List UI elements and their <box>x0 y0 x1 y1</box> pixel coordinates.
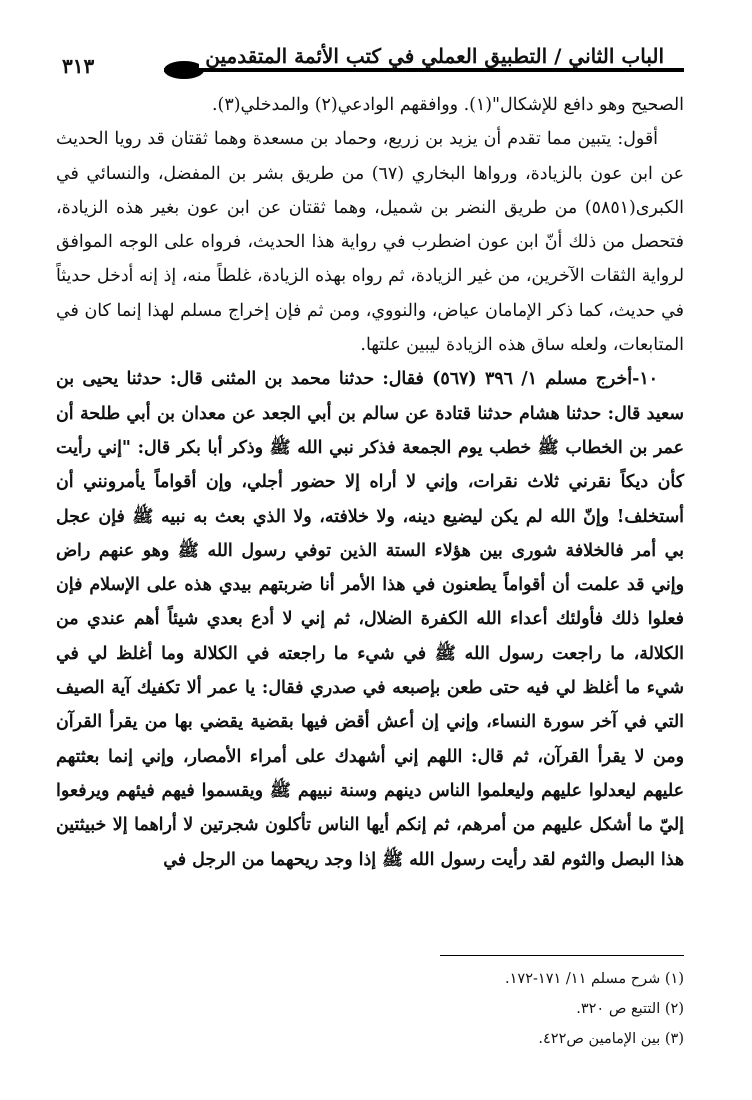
paragraph-continuation: الصحيح وهو دافع للإشكال"(١). ووافقهم الوادعي(٢) والمدخلي(٣). <box>212 95 684 115</box>
header-rule <box>164 68 684 72</box>
footnote-item: (٣) بين الإمامين ص٤٢٢. <box>538 1031 684 1047</box>
main-text <box>56 88 684 877</box>
footnotes <box>284 964 684 1054</box>
footnote-separator <box>440 955 684 956</box>
page-header <box>56 36 684 92</box>
page-number: ٣١٣ <box>62 54 95 78</box>
footnote-item: (١) شرح مسلم ١١/ ١٧١-١٧٢. <box>505 971 684 987</box>
chapter-title: الباب الثاني / التطبيق العملي في كتب الأئمة المتقدمين <box>199 44 670 68</box>
paragraph-commentary: أقول: يتبين مما تقدم أن يزيد بن زريع، وحماد بن مسعدة وهما ثقتان قد رويا الحديث عن ابن عون بالزيادة، ورواها البخاري (٦٧) من طريق بشر بن المفضل، والنسائي في الكبرى(٥٨٥١) من طريق النضر بن شميل، وهما ثقتان عن ابن عون بغير هذه الزيادة، فتحصل من ذلك أنّ ابن عون اضطرب في رواية هذا الحديث، فرواه على الوجه الموافق لرواية الثقات الآخرين، من غير الزيادة، ثم رواه بهذه الزيادة، غلطاً منه، إذ إنه أدخل حديثاً في حديث، كما ذكر الإمامان عياض، والنووي، ومن ثم فإن إخراج مسلم لهذا إنما كان في المتابعات، ولعله ساق هذه الزيادة ليبين علتها. <box>56 129 684 356</box>
footnote-item: (٢) التتبع ص ٣٢٠. <box>576 1001 684 1017</box>
paragraph-hadith-10: ١٠-أخرج مسلم ١/ ٣٩٦ (٥٦٧) فقال: حدثنا محمد بن المثنى قال: حدثنا يحيى بن سعيد قال: حدثنا هشام حدثنا قتادة عن سالم بن أبي الجعد عن معدان بن أبي طلحة أن عمر بن الخطاب ﷺ خطب يوم الجمعة فذكر نبي الله ﷺ وذكر أبا بكر قال: "إني رأيت كأن ديكاً نقرني ثلاث نقرات، وإني لا أراه إلا حضور أجلي، وإن أقواماً يأمرونني أن أستخلف! وإنّ الله لم يكن ليضيع دينه، ولا خلافته، ولا الذي بعث به نبيه ﷺ فإن عجل بي أمر فالخلافة شورى بين هؤلاء الستة الذين توفي رسول الله ﷺ وهو عنهم راض وإني قد علمت أن أقواماً يطعنون في هذا الأمر أنا ضربتهم بيدي هذه على الإسلام فإن فعلوا ذلك فأولئك أعداء الله الكفرة الضلال، ثم إني لا أدع بعدي شيئاً أهم عندي من الكلالة، ما راجعت رسول الله ﷺ في شيء ما راجعته في الكلالة وما أغلظ لي في شيء ما أغلظ لي فيه حتى طعن بإصبعه في صدري فقال: يا عمر ألا تكفيك آية الصيف التي في آخر سورة النساء، وإني إن أعش أقض فيها بقضية يقضي بها من يقرأ القرآن ومن لا يقرأ القرآن، ثم قال: اللهم إني أشهدك على أمراء الأمصار، وإني إنما بعثتهم عليهم ليعدلوا عليهم وليعلموا الناس دينهم وسنة نبيهم ﷺ ويقسموا فيهم فيئهم ويرفعوا إليّ ما أشكل عليهم من أمرهم، ثم إنكم أيها الناس تأكلون شجرتين لا أراهما إلا خبيثتين هذا البصل والثوم لقد رأيت رسول الله ﷺ إذا وجد ريحهما من الرجل في <box>56 369 684 870</box>
